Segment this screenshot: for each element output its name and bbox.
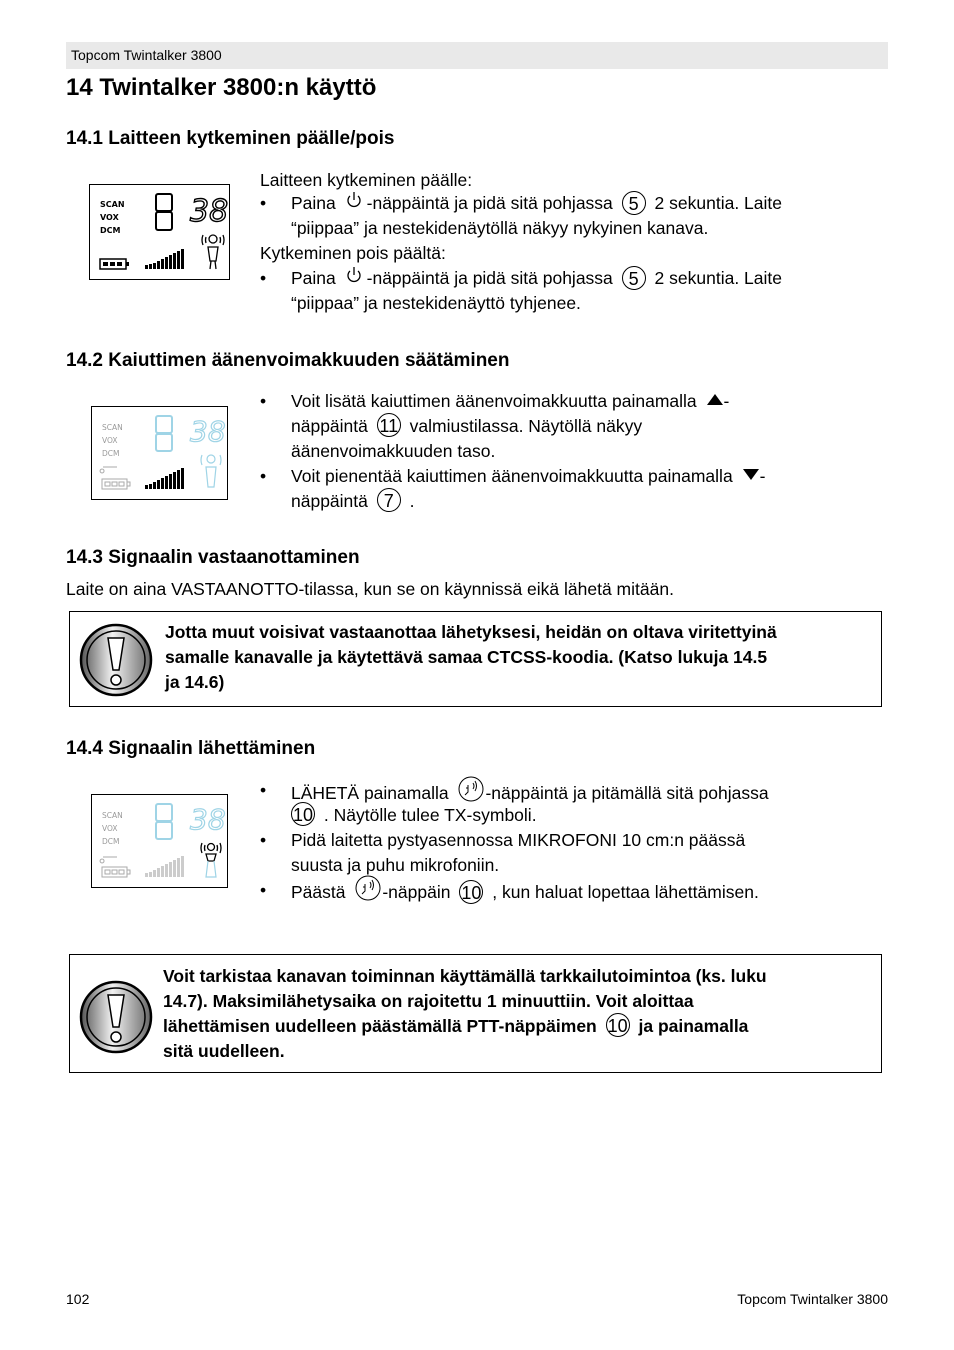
note-line: Jotta muut voisivat vastaanottaa lähetyksesi, heidän on oltava viritettyinä — [165, 622, 777, 642]
transmit-line5: Päästä -näppäin 10 , kun haluat lopettaa lähettämisen. — [291, 877, 759, 910]
power-icon — [345, 189, 363, 216]
exclamation-icon — [78, 622, 154, 698]
chapter-title: 14 Twintalker 3800:n käyttö — [66, 74, 377, 101]
note-line: samalle kanavalle ja käytettävä samaa CTCSS-koodia. (Katso lukuja 14.5 — [165, 647, 768, 667]
transmit-line2: 10 . Näytölle tulee TX-symboli. — [291, 803, 537, 828]
note-line: ja 14.6) — [165, 672, 225, 692]
key-10-badge: 10 — [459, 880, 483, 904]
lcd-vox-label: VOX — [102, 824, 118, 833]
lcd-vox-label: VOX — [102, 436, 118, 445]
lcd-channel-digits: 38 — [190, 194, 229, 229]
lcd-segments — [90, 185, 231, 281]
lcd-display-transmit — [91, 794, 228, 888]
section-14-1-title: 14.1 Laitteen kytkeminen päälle/pois — [66, 128, 395, 149]
bullet: • — [260, 193, 267, 213]
volume-down-line2: näppäintä 7 . — [291, 489, 415, 514]
exclamation-icon — [78, 979, 154, 1055]
key-11-badge: 11 — [377, 413, 401, 437]
on-heading: Laitteen kytkeminen päälle: — [260, 170, 473, 190]
section-14-3-title: 14.3 Signaalin vastaanottaminen — [66, 547, 360, 568]
volume-up-line1: Voit lisätä kaiuttimen äänenvoimakkuutta painamalla - — [291, 389, 729, 415]
volume-up-line3: äänenvoimakkuuden taso. — [291, 441, 496, 461]
note-box-receive — [69, 611, 882, 707]
transmit-line3: Pidä laitetta pystyasennossa MIKROFONI 10 cm:n päässä — [291, 830, 746, 850]
section-14-2-title: 14.2 Kaiuttimen äänenvoimakkuuden säätäminen — [66, 350, 510, 371]
triangle-up-icon — [706, 388, 724, 413]
note-line: Voit tarkistaa kanavan toiminnan käyttämällä tarkkailutoimintoa (ks. luku — [163, 966, 767, 986]
lcd-display-volume — [91, 406, 228, 500]
lcd-dcm-label: DCM — [102, 449, 120, 458]
lcd-segments — [92, 795, 229, 889]
on-instruction-line1: Paina -näppäintä ja pidä sitä pohjassa 5 2 sekuntia. Laite — [291, 191, 782, 218]
on-instruction-line2: “piippaa” ja nestekidenäytöllä näkyy nykyinen kanava. — [291, 218, 709, 238]
lcd-scan-label: SCAN — [102, 423, 123, 432]
note-line: lähettämisen uudelleen päästämällä PTT-näppäimen 10 ja painamalla — [163, 1014, 767, 1039]
triangle-down-icon — [742, 463, 760, 488]
note-line: sitä uudelleen. — [163, 1041, 285, 1062]
lcd-segments — [92, 407, 229, 501]
off-instruction-line2: “piippaa” ja nestekidenäyttö tyhjenee. — [291, 293, 581, 313]
off-heading: Kytkeminen pois päältä: — [260, 243, 446, 263]
bullet: • — [260, 466, 267, 486]
footer-title: Topcom Twintalker 3800 — [737, 1291, 888, 1307]
lcd-vox-label: VOX — [100, 213, 119, 222]
lcd-display-on — [89, 184, 230, 280]
key-10-badge: 10 — [291, 802, 315, 826]
lcd-channel-digits: 38 — [190, 415, 226, 448]
bullet: • — [260, 780, 267, 800]
key-10-badge: 10 — [606, 1013, 630, 1037]
key-7-badge: 7 — [377, 488, 401, 512]
page-number: 102 — [66, 1291, 90, 1307]
bullet: • — [260, 830, 267, 850]
transmit-line1: LÄHETÄ painamalla -näppäintä ja pitämällä sitä pohjassa — [291, 778, 769, 811]
power-icon — [345, 264, 363, 291]
lcd-scan-label: SCAN — [102, 811, 123, 820]
header-title: Topcom Twintalker 3800 — [71, 47, 222, 63]
lcd-dcm-label: DCM — [102, 837, 120, 846]
lcd-dcm-label: DCM — [100, 226, 121, 235]
bullet: • — [260, 391, 267, 411]
note-line: 14.7). Maksimilähetysaika on rajoitettu 1 minuuttiin. Voit aloittaa — [163, 991, 694, 1011]
ptt-icon — [354, 875, 382, 908]
bullet: • — [260, 880, 267, 900]
volume-down-line1: Voit pienentää kaiuttimen äänenvoimakkuutta painamalla - — [291, 464, 765, 490]
volume-up-line2: näppäintä 11 valmiustilassa. Näytöllä näkyy — [291, 414, 642, 439]
section-14-4-title: 14.4 Signaalin lähettäminen — [66, 738, 316, 759]
receive-text: Laite on aina VASTAANOTTO-tilassa, kun se on käynnissä eikä lähetä mitään. — [66, 579, 674, 599]
lcd-scan-label: SCAN — [100, 200, 125, 209]
note-box-transmit — [69, 954, 882, 1073]
lcd-channel-digits: 38 — [190, 803, 226, 836]
key-5-badge: 5 — [622, 266, 646, 290]
transmit-line4: suusta ja puhu mikrofoniin. — [291, 855, 500, 875]
bullet: • — [260, 268, 267, 288]
off-instruction-line1: Paina -näppäintä ja pidä sitä pohjassa 5 2 sekuntia. Laite — [291, 266, 782, 293]
key-5-badge: 5 — [622, 191, 646, 215]
